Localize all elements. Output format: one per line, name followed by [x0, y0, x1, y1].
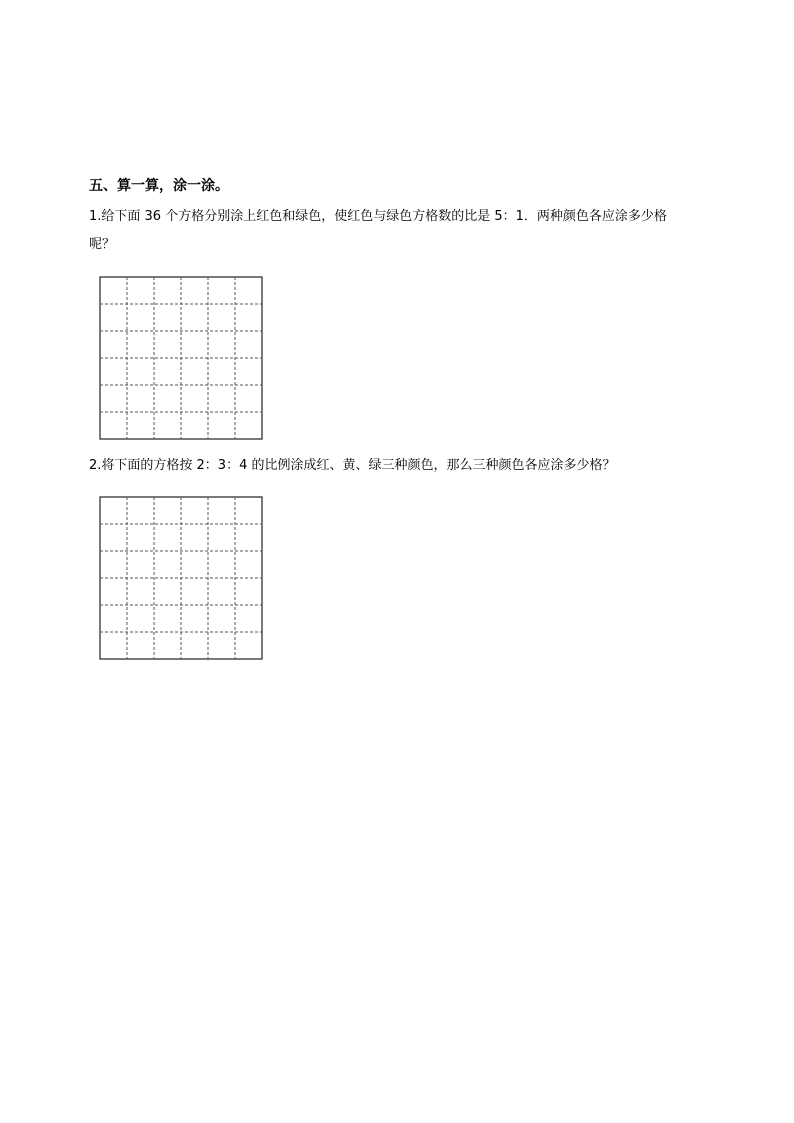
question-1-text-line-2: 呢？ [89, 237, 116, 252]
question-1-grid [99, 276, 263, 440]
question-2-text-line-1: 2.将下面的方格按 2：3：4 的比例涂成红、黄、绿三种颜色，那么三种颜色各应涂多少格？ [89, 458, 616, 473]
question-2-grid [99, 496, 263, 660]
question-1-text-line-1: 1.给下面 36 个方格分别涂上红色和绿色，使红色与绿色方格数的比是 5：1．两种颜色各应涂多少格 [89, 209, 667, 224]
section-title: 五、算一算，涂一涂。 [89, 178, 229, 194]
